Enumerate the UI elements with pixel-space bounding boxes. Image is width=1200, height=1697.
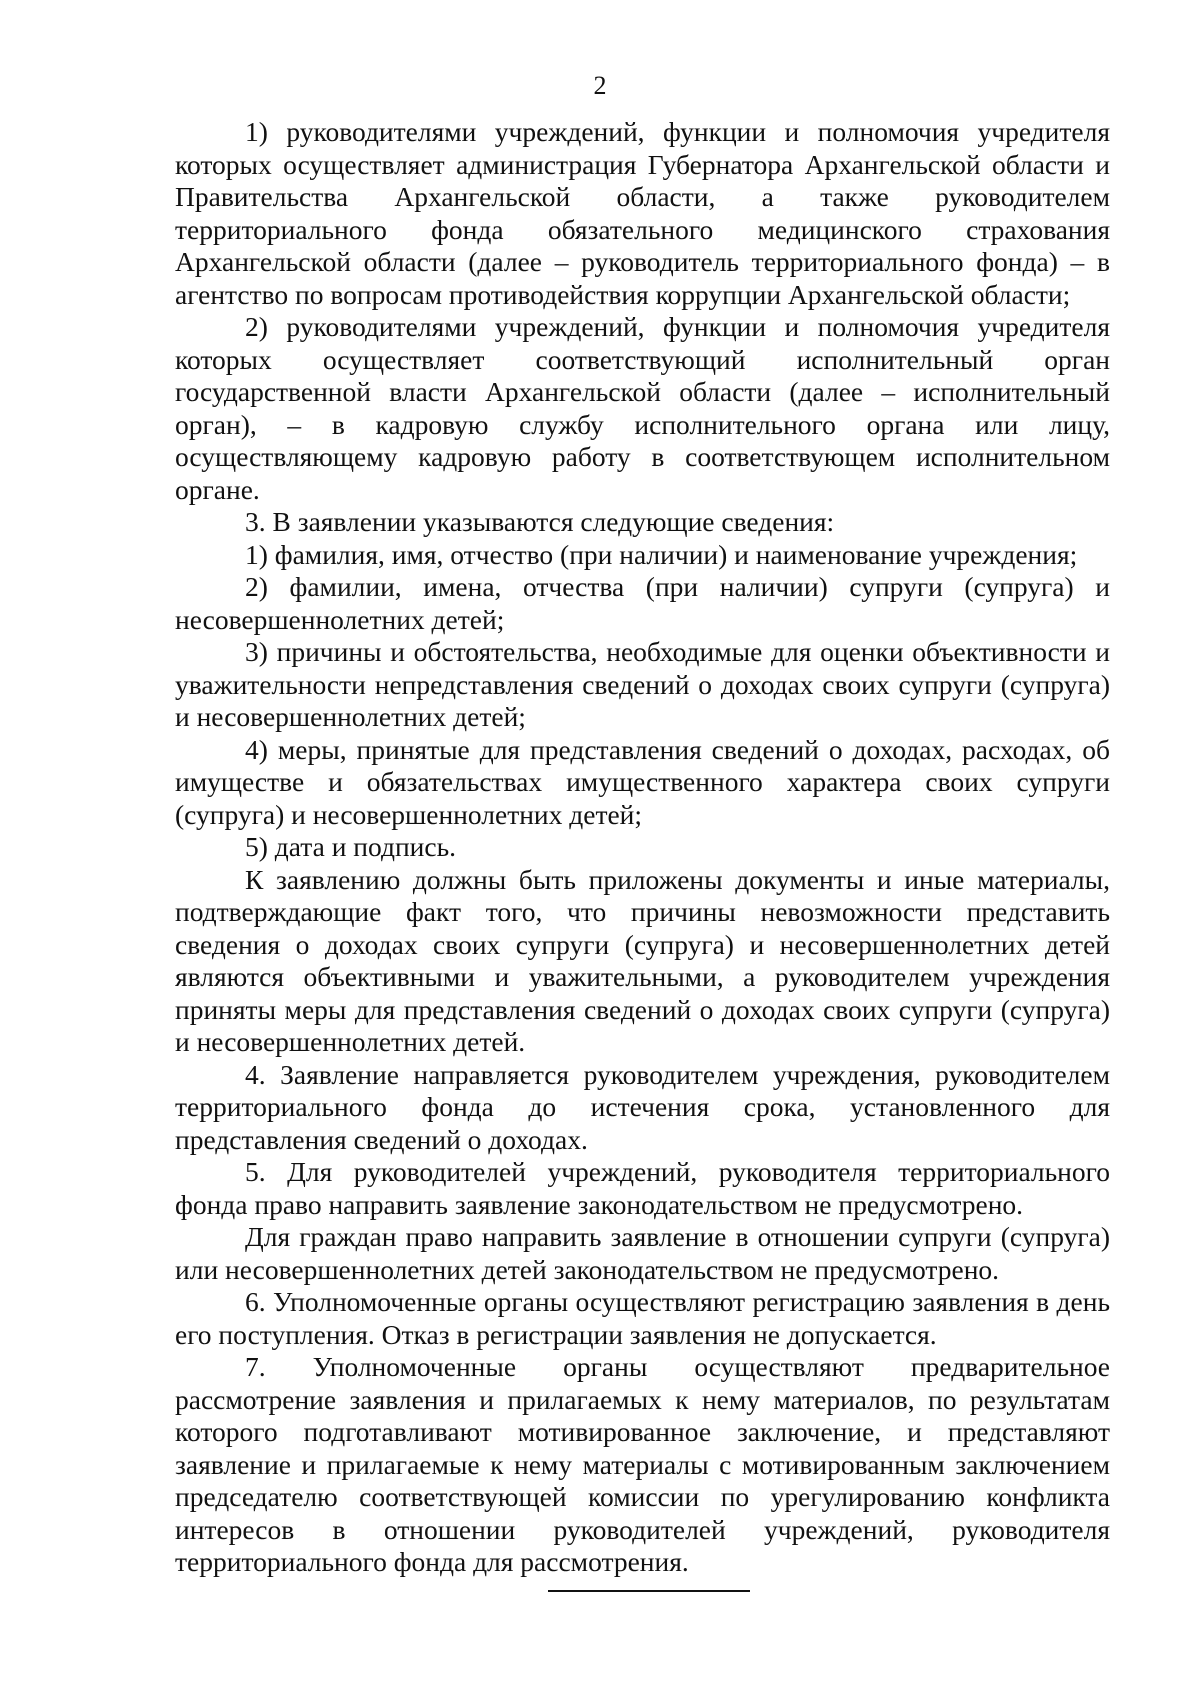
paragraph-section-4: 4. Заявление направляется руководителем учреждения, руководителем территориального фонда до истечения срока, установленного для представления сведений о доходах. xyxy=(175,1058,1110,1155)
paragraph-item-2-executive-body: 2) руководителями учреждений, функции и полномочия учредителя которых осуществляет соответствующий исполнительный орган государственной власти Архангельской области (далее – исполнительный орган), – в кадровую службу исполнительного органа или лицу, осуществляющему кадровую работу в соответствующем исполнительном органе. xyxy=(175,311,1110,505)
end-of-document-rule xyxy=(548,1590,750,1592)
paragraph-item-1-agency: 1) руководителями учреждений, функции и полномочия учредителя которых осуществляет администрация Губернатора Архангельской области и Правительства Архангельской области, а также руководителем территориального фонда обязательного медицинского страхования Архангельской области (далее – руководитель территориального фонда) – в агентство по вопросам противодействия коррупции Архангельской области; xyxy=(175,116,1110,310)
page-number: 2 xyxy=(593,71,607,100)
paragraph-section-3-item-5: 5) дата и подпись. xyxy=(245,831,457,862)
document-body xyxy=(175,116,1110,1579)
paragraph-section-3-item-3: 3) причины и обстоятельства, необходимые для оценки объективности и уважительности непредставления сведений о доходах своих супруги (супруга) и несовершеннолетних детей; xyxy=(175,636,1110,732)
paragraph-section-7: 7. Уполномоченные органы осуществляют предварительное рассмотрение заявления и прилагаемых к нему материалов, по результатам которого подготавливают мотивированное заключение, и представляют заявление и прилагаемые к нему материалы с мотивированным заключением председателю соответствующей комиссии по урегулированию конфликта интересов в отношении руководителей учреждений, руководителя территориального фонда для рассмотрения. xyxy=(175,1351,1110,1577)
paragraph-attachments: К заявлению должны быть приложены документы и иные материалы, подтверждающие факт того, что причины невозможности представить сведения о доходах своих супруги (супруга) и несовершеннолетних детей являются объективными и уважительными, а руководителем учреждения приняты меры для представления сведений о доходах своих супруги (супруга) и несовершеннолетних детей. xyxy=(175,863,1110,1057)
paragraph-section-5: 5. Для руководителей учреждений, руководителя территориального фонда право направить заявление законодательством не предусмотрено. xyxy=(175,1156,1110,1220)
paragraph-section-6: 6. Уполномоченные органы осуществляют регистрацию заявления в день его поступления. Отказ в регистрации заявления не допускается. xyxy=(175,1286,1110,1350)
paragraph-section-3-heading: 3. В заявлении указываются следующие сведения: xyxy=(245,506,835,537)
paragraph-section-3-item-1: 1) фамилия, имя, отчество (при наличии) и наименование учреждения; xyxy=(245,538,1078,570)
paragraph-section-5-citizens: Для граждан право направить заявление в отношении супруги (супруга) или несовершеннолетних детей законодательством не предусмотрено. xyxy=(175,1221,1110,1285)
paragraph-section-3-item-4: 4) меры, принятые для представления сведений о доходах, расходах, об имуществе и обязательствах имущественного характера своих супруги (супруга) и несовершеннолетних детей; xyxy=(175,733,1110,830)
paragraph-section-3-item-2: 2) фамилии, имена, отчества (при наличии) супруги (супруга) и несовершеннолетних детей; xyxy=(175,571,1110,635)
